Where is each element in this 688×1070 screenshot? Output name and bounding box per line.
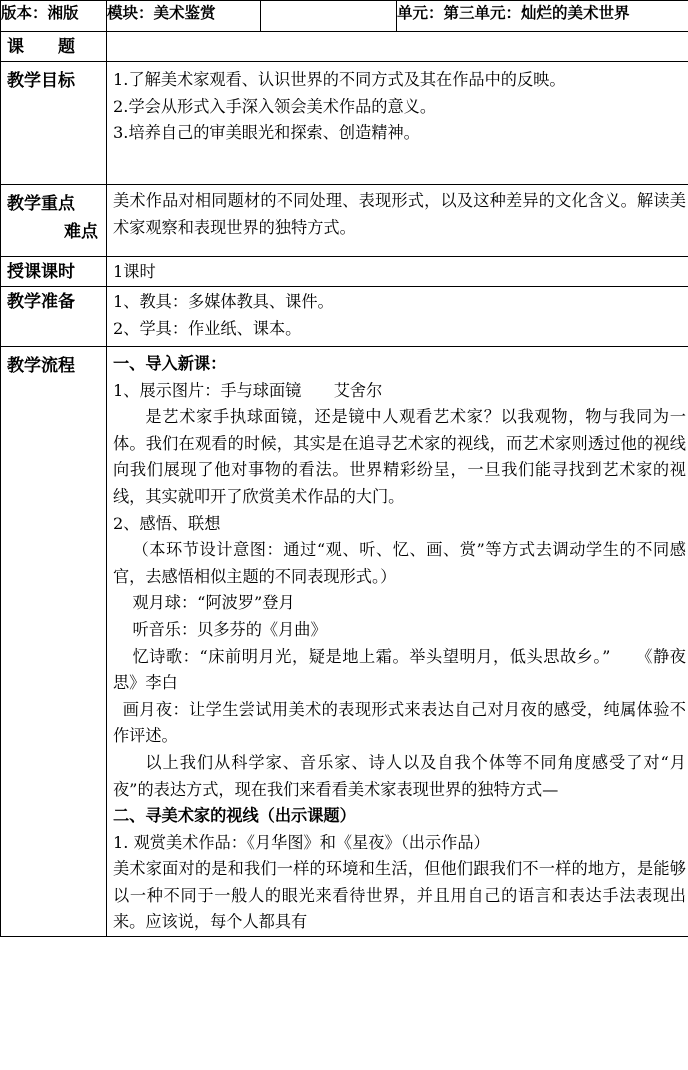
prep-content (107, 287, 688, 347)
goal-item: 1.了解美术家观看、认识世界的不同方式及其在作品中的反映。 (113, 70, 566, 89)
goal-item: 3.培养自己的审美眼光和探索、创造精神。 (113, 123, 420, 143)
flow-paragraph: 美术家面对的是和我们一样的环境和生活，但他们跟我们不一样的地方，是能够以一种不同于一般人的眼光来看待世界，并且用自己的语言和表达手法表现出来。应该说，每个人都具有 (113, 859, 686, 932)
key-points-content: 美术作品对相同题材的不同处理、表现形式，以及这种差异的文化含义。解读美术家观察和表现世界的独特方式。 (107, 185, 688, 257)
flow-step: 1. 观赏美术作品：《月华图》和《星夜》（出示作品） (113, 832, 490, 852)
flow-label: 教学流程 (1, 347, 107, 937)
flow-item: 观月球：“阿波罗”登月 (132, 593, 295, 613)
flow-row (1, 347, 688, 937)
key-points-label-line1: 教学重点 (7, 194, 75, 214)
flow-paragraph: 以上我们从科学家、音乐家、诗人以及自我个体等不同角度感受了对“月夜”的表达方式，现在我们来看看美术家表现世界的独特方式— (113, 752, 686, 799)
hours-row (1, 257, 688, 287)
header-row (1, 1, 688, 32)
goals-label: 教学目标 (1, 62, 107, 185)
topic-row (1, 32, 688, 62)
flow-step: 1、展示图片：手与球面镜 艾舍尔 (113, 380, 383, 400)
prep-row (1, 287, 688, 347)
edition-cell: 版本：湘版 (1, 1, 107, 32)
flow-step: 2、感悟、联想 (113, 513, 221, 533)
prep-label: 教学准备 (1, 287, 107, 347)
section-heading: 一、导入新课： (113, 354, 227, 373)
module-cell: 模块：美术鉴赏 (107, 1, 261, 32)
key-points-row (1, 185, 688, 257)
prep-item: 2、学具：作业纸、课本。 (113, 318, 302, 338)
goals-row (1, 62, 688, 185)
section-heading: 二、寻美术家的视线（出示课题） (113, 806, 356, 826)
flow-paragraph: 是艺术家手执球面镜，还是镜中人观看艺术家？以我观物，物与我同为一体。我们在观看的时候，其实是在追寻艺术家的视线，而艺术家则透过他的视线向我们展现了他对事物的看法。世界精彩纷呈，一旦我们能寻找到艺术家的视线，其实就叩开了欣赏美术作品的大门。 (113, 407, 686, 506)
topic-label: 课 题 (1, 32, 107, 62)
key-points-label-line2: 难点 (64, 222, 98, 242)
flow-item: 听音乐：贝多芬的《月曲》 (132, 619, 327, 639)
topic-content (107, 32, 688, 62)
key-points-label (1, 185, 107, 257)
header-blank-cell (261, 1, 397, 32)
flow-item: 忆诗歌：“床前明月光，疑是地上霜。举头望明月，低头思故乡。” 《静夜思》李白 (113, 646, 686, 693)
prep-item: 1、教具：多媒体教具、课件。 (113, 292, 334, 311)
hours-content: 1课时 (107, 257, 688, 287)
unit-cell: 单元：第三单元：灿烂的美术世界 (397, 1, 688, 32)
flow-item: 画月夜：让学生尝试用美术的表现形式来表达自己对月夜的感受，纯属体验不作评述。 (113, 699, 686, 746)
flow-content (107, 347, 688, 937)
flow-paragraph: （本环节设计意图：通过“观、听、忆、画、赏”等方式去调动学生的不同感官，去感悟相似主题的不同表现形式。） (113, 540, 686, 586)
goal-item: 2.学会从形式入手深入领会美术作品的意义。 (113, 96, 437, 116)
goals-content (107, 62, 688, 185)
hours-label: 授课课时 (1, 257, 107, 287)
